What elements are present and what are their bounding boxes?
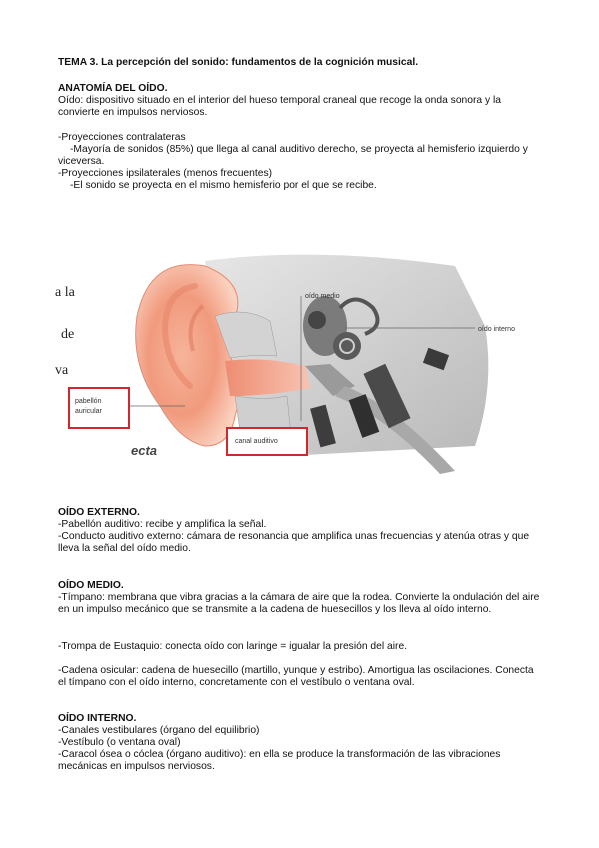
middle-ear-heading: OÍDO MEDIO. xyxy=(58,580,124,591)
ear-anatomy-figure xyxy=(55,246,545,476)
fragment-2: de xyxy=(61,327,75,342)
contralateral-detail: -Mayoría de sonidos (85%) que llega al canal auditivo derecho, se proyecta al hemisferio izquierdo y viceversa. xyxy=(58,144,528,168)
middle-ear-eustachian: -Trompa de Eustaquio: conecta oído con laringe = igualar la presión del aire. xyxy=(58,641,408,652)
label-inner-ear: oído interno xyxy=(478,326,515,333)
document-title: TEMA 3. La percepción del sonido: fundamentos de la cognición musical. xyxy=(58,57,419,68)
cochlea xyxy=(333,332,361,360)
watermark-logo: ecta xyxy=(131,443,158,458)
pinna xyxy=(136,265,239,446)
label-pinna-2: auricular xyxy=(75,408,102,415)
inner-ear-cochlea: -Caracol ósea o cóclea (órgano auditivo): en ella se produce la transformación de las vibraciones mecánicas en impulsos nerviosos. xyxy=(58,749,501,773)
anatomy-heading: ANATOMÍA DEL OÍDO. xyxy=(58,83,168,94)
contralateral-heading: -Proyecciones contralateras xyxy=(58,132,186,143)
inner-ear-vestibule: -Vestíbulo (o ventana oval) xyxy=(58,737,181,748)
ipsilateral-heading: -Proyecciones ipsilaterales (menos frecuentes) xyxy=(58,168,273,179)
label-canal: canal auditivo xyxy=(235,438,278,445)
ear-anatomy-illustration xyxy=(55,246,545,476)
inner-ear-canals: -Canales vestibulares (órgano del equilibrio) xyxy=(58,725,260,736)
fragment-3: va xyxy=(55,363,69,378)
anatomy-definition: Oído: dispositivo situado en el interior del hueso temporal craneal que recoge la onda sonora y la convierte en impulsos nerviosos. xyxy=(58,95,502,119)
ipsilateral-detail: -El sonido se proyecta en el mismo hemisferio por el que se recibe. xyxy=(70,180,377,191)
fragment-1: a la xyxy=(55,285,75,300)
middle-ear-ossicles: -Cadena osicular: cadena de huesecillo (martillo, yunque y estribo). Amortigua las oscilaciones. Conecta el tímpano con el oído interno, concretamente con el vestíbulo o ventana oval. xyxy=(58,665,534,689)
outer-ear-heading: OÍDO EXTERNO. xyxy=(58,507,140,518)
outer-ear-canal: -Conducto auditivo externo: cámara de resonancia que amplifica unas frecuencias y atenúa otras y que lleva la señal del oído medio. xyxy=(58,531,530,555)
middle-ear-tympanum: -Tímpano: membrana que vibra gracias a la cámara de aire que la rodea. Convierte la ondulación del aire en un impulso mecánico que se transmite a la cadena de huesecillos y los lleva al oído interno. xyxy=(58,592,540,616)
inner-ear-heading: OÍDO INTERNO. xyxy=(58,713,137,724)
label-middle-ear: oído medio xyxy=(305,293,340,300)
label-pinna-1: pabellón xyxy=(75,398,102,405)
outer-ear-pinna: -Pabellón auditivo: recibe y amplifica la señal. xyxy=(58,519,267,530)
